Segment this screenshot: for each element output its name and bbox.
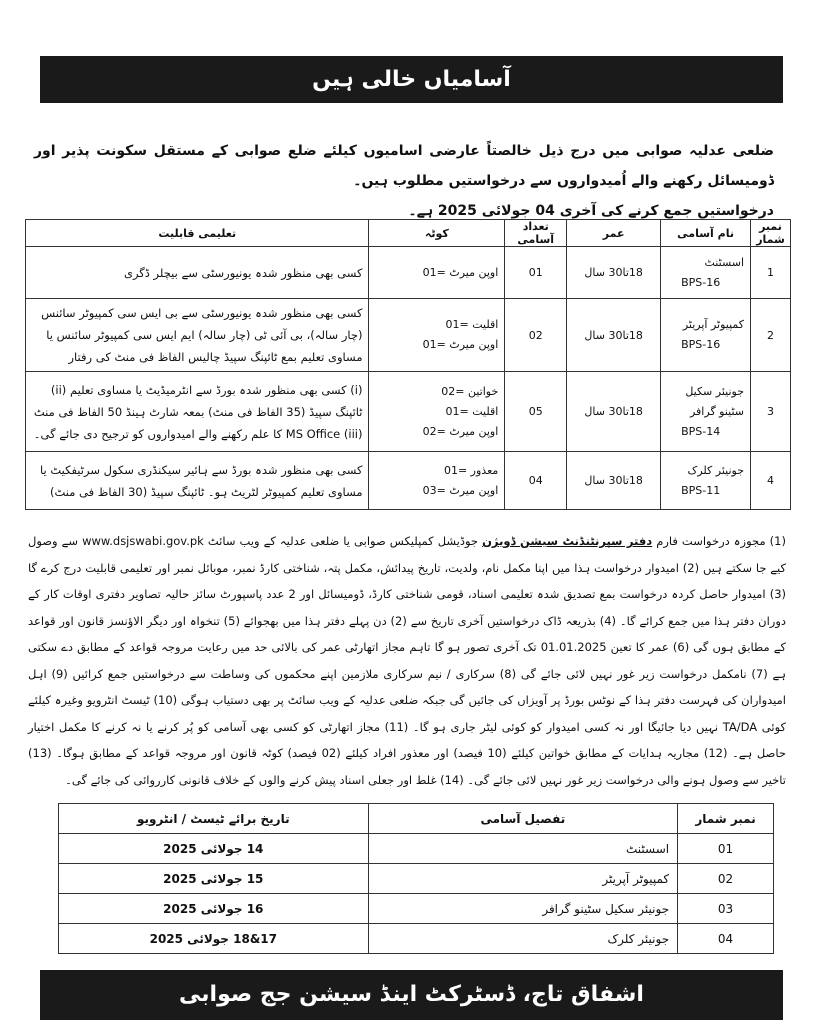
posts-header-sn: نمبر شمار — [751, 220, 791, 247]
post-name: کمپیوٹر آپریٹر — [682, 318, 745, 331]
row-qualification: کسی بھی منظور شدہ یونیورسٹی سے بی ایس سی کمپیوٹر سائنس (چار سالہ)، بی آئی ٹی (چار سالہ) ایم ایس سی کمپیوٹر سائنس یا مساوی تعلیم بمع ٹائپنگ سپیڈ چالیس الفاظ فی منٹ کی رفتار — [26, 299, 369, 372]
row-qualification: (i) کسی بھی منظور شدہ بورڈ سے انٹرمیڈیٹ یا مساوی تعلیم (ii) ٹائپنگ سپیڈ (35 الفاظ فی منٹ) بمعہ شارٹ ہینڈ 50 الفاظ فی منٹ (iii) MS Office کا علم رکھنے والے امیدواروں کو ترجیح دی جائے گی۔ — [26, 372, 369, 452]
posts-table-header-row — [26, 220, 791, 247]
schedule-table — [58, 803, 774, 954]
quota-item: اقلیت =01 — [445, 404, 499, 418]
schedule-date: 17&18 جولائی 2025 — [59, 924, 369, 954]
header-banner — [40, 56, 783, 103]
row-count: 04 — [505, 452, 567, 510]
quota-item: اوپن میرٹ =01 — [422, 338, 499, 351]
table-row — [26, 452, 791, 510]
schedule-sn: 02 — [678, 864, 774, 894]
row-quota — [369, 247, 505, 299]
table-row — [59, 924, 774, 954]
schedule-sn: 03 — [678, 894, 774, 924]
table-row — [26, 299, 791, 372]
posts-header-age: عمر — [567, 220, 661, 247]
posts-table — [25, 219, 791, 510]
posts-header-qualification: تعلیمی قابلیت — [26, 220, 369, 247]
table-row — [26, 372, 791, 452]
page-title: آسامیاں خالی ہیں — [312, 67, 511, 92]
intro-line-1: ضلعی عدلیہ صوابی میں درج ذیل خالصتاً عارضی اسامیوں کیلئے ضلع صوابی کے مستقل سکونت پذیر اور ڈومیسائل رکھنے والے اُمیدواروں سے درخواستیں مطلوب ہیں۔ — [34, 143, 774, 189]
quota-item: معذور =01 — [443, 463, 499, 477]
table-row — [59, 894, 774, 924]
table-row — [26, 247, 791, 299]
post-bps: BPS-16 — [681, 338, 721, 351]
row-post-name — [661, 299, 751, 372]
schedule-date: 16 جولائی 2025 — [59, 894, 369, 924]
schedule-sn: 04 — [678, 924, 774, 954]
schedule-post: جونیئر سکیل سٹینو گرافر — [368, 894, 678, 924]
quota-item: اوپن میرٹ =03 — [422, 483, 499, 497]
row-sn: 4 — [751, 452, 791, 510]
schedule-header-date: تاریخ برائے ٹیسٹ / انٹرویو — [59, 804, 369, 834]
row-sn: 1 — [751, 247, 791, 299]
row-count: 01 — [505, 247, 567, 299]
post-name: اسسٹنٹ — [704, 255, 745, 269]
signature-text: اشفاق تاج، ڈسٹرکٹ اینڈ سیشن جج صوابی — [179, 982, 644, 1007]
post-name: جونیئر سکیل سٹینو گرافر — [685, 384, 745, 418]
quota-item: خواتین =02 — [441, 384, 499, 398]
schedule-date: 15 جولائی 2025 — [59, 864, 369, 894]
footer-banner — [40, 970, 783, 1020]
posts-header-name: نام آسامی — [661, 220, 751, 247]
schedule-post: اسسٹنٹ — [368, 834, 678, 864]
row-quota — [369, 452, 505, 510]
intro-paragraph — [34, 136, 774, 226]
row-count: 05 — [505, 372, 567, 452]
schedule-date: 14 جولائی 2025 — [59, 834, 369, 864]
row-age: 18تا30 سال — [567, 372, 661, 452]
post-bps: BPS-16 — [681, 275, 721, 289]
schedule-sn: 01 — [678, 834, 774, 864]
row-age: 18تا30 سال — [567, 299, 661, 372]
instructions-start: (1) مجوزہ درخواست فارم — [652, 534, 786, 548]
row-post-name — [661, 247, 751, 299]
row-sn: 3 — [751, 372, 791, 452]
row-quota — [369, 299, 505, 372]
row-age: 18تا30 سال — [567, 247, 661, 299]
intro-line-2: درخواستیں جمع کرنے کی آخری 04 جولائی 2025 ہے۔ — [408, 203, 774, 219]
schedule-header-post: تفصیل آسامی — [368, 804, 678, 834]
post-bps: BPS-14 — [681, 424, 721, 438]
posts-header-count: تعداد آسامی — [505, 220, 567, 247]
row-post-name — [661, 452, 751, 510]
post-bps: BPS-11 — [681, 483, 721, 497]
row-post-name — [661, 372, 751, 452]
schedule-header-row — [59, 804, 774, 834]
quota-item: اوپن میرٹ =01 — [422, 265, 499, 279]
schedule-header-sn: نمبر شمار — [678, 804, 774, 834]
quota-item: اوپن میرٹ =02 — [422, 424, 499, 438]
schedule-post: جونیئر کلرک — [368, 924, 678, 954]
quota-item: اقلیت =01 — [445, 318, 499, 331]
row-age: 18تا30 سال — [567, 452, 661, 510]
table-row — [59, 834, 774, 864]
schedule-post: کمپیوٹر آپریٹر — [368, 864, 678, 894]
posts-header-quota: کوٹہ — [369, 220, 505, 247]
table-row — [59, 864, 774, 894]
instructions-rest: جوڈیشل کمپلیکس صوابی یا ضلعی عدلیہ کے ویب سائٹ www.dsjswabi.gov.pk سے وصول کیے جا سکتے ہیں (2) امیدوار درخواست ہذا میں اپنا مکمل نام، ولدیت، تاریخ پیدائش، مکمل پتہ، شناختی کارڈ نمبر، موبائل نمبر اور تعلیمی قابلیت درج کرے گا (3) امیدوار حاصل کردہ درخواست بمع تصدیق شدہ تعلیمی اسناد، قومی شناختی کارڈ، ڈومیسائل اور 2 عدد پاسپورٹ سائز حالیہ تصاویر دفتری اوقات کار کے دوران دفتر ہذا میں جمع کرائے گا۔ (4) بذریعہ ڈاک درخواستیں آخری تاریخ سے (2) دن پہلے دفتر ہذا میں بھجوائے (5) تنخواہ اور دیگر الاؤنسز قانون اور قواعد کے مطابق ہوں گی (6) عمر کا تعین 01.01.2025 تک آخری تصور ہو گا تاہم مجاز اتھارٹی عمر کی بالائی حد میں رعایت مروجہ قواعد کے مطابق دے سکتی ہے (7) نامکمل درخواست زیر غور نہیں لائی جائے گی (8) سرکاری / نیم سرکاری ملازمین اپنے محکموں کی وساطت سے درخواستیں جمع کرائیں (9) اہل امیدواران کی فہرست دفتر ہذا کے نوٹس بورڈ پر آویزاں کی جائیں گی جبکہ ضلعی عدلیہ کے ویب سائٹ پر بھی دستیاب ہوگی (10) ٹیسٹ انٹرویو وغیرہ کیلئے کوئی TA/DA نہیں دیا جائیگا اور نہ کسی امیدوار کو کوئی لیٹر جاری ہو گا۔ (11) مجاز اتھارٹی کو کسی بھی آسامی کو پُر کرنے یا نہ کرنے کا مکمل اختیار حاصل ہے۔ (12) مجاریہ ہدایات کے مطابق خواتین کیلئے (10 فیصد) اور معذور افراد کیلئے (02 فیصد) کوٹہ قانون اور مروجہ قواعد کے مطابق ہوگا۔ (13) تاخیر سے وصول ہونے والی درخواست زیر غور نہیں لائی جائے گی۔ (14) غلط اور جعلی اسناد پیش کرنے والوں کے خلاف قانونی کارروائی کی جائے گی۔ — [28, 534, 787, 787]
row-qualification: کسی بھی منظور شدہ بورڈ سے ہائیر سیکنڈری سکول سرٹیفکیٹ یا مساوی تعلیم کمپیوٹر لٹریٹ ہو۔ ٹائپنگ سپیڈ (30 الفاظ فی منٹ) — [26, 452, 369, 510]
row-qualification: کسی بھی منظور شدہ یونیورسٹی سے بیچلر ڈگری — [26, 247, 369, 299]
office-name-underlined: دفتر سپرنٹنڈنٹ سیشن ڈویژن — [482, 534, 653, 548]
row-count: 02 — [505, 299, 567, 372]
instructions-paragraph — [28, 528, 786, 793]
row-quota — [369, 372, 505, 452]
post-name: جونیئر کلرک — [687, 463, 745, 477]
row-sn: 2 — [751, 299, 791, 372]
